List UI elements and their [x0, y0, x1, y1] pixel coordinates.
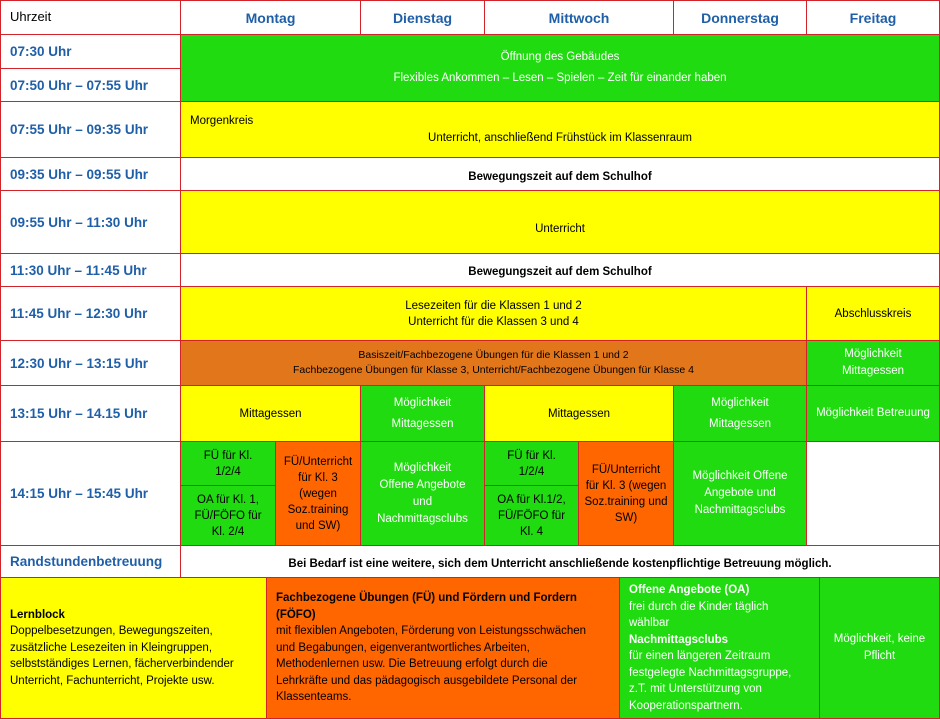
- legend-fue-line-4: Lehrkräfte und das pädagogisch ausgebildete Personal der: [276, 674, 578, 687]
- header-uhrzeit-label: Uhrzeit: [10, 9, 52, 24]
- donnerstag-moeglichkeit-text-1: Möglichkeit: [711, 396, 769, 409]
- dienstag-offene-text-3: und: [412, 495, 433, 508]
- time-1230: 12:30 Uhr – 13:15 Uhr: [0, 340, 181, 386]
- montag-fueu-text-5: und SW): [295, 519, 341, 532]
- legend-oa-line-1: frei durch die Kinder täglich: [629, 600, 769, 613]
- bewegung-block-1: [180, 157, 940, 191]
- montag-fue-text-1: FÜ für Kl.: [203, 449, 253, 462]
- legend-lernblock-line-1: Doppelbesetzungen, Bewegungszeiten,: [10, 625, 213, 638]
- legend-lernblock-line-3: selbstständiges Lernen, fächerverbindender: [10, 658, 234, 671]
- donnerstag-offene-text-2: Angebote und: [704, 487, 776, 499]
- unterricht-fruehstueck-text: Unterricht, anschließend Frühstück im Klassenraum: [428, 132, 692, 144]
- time-1415: 14:15 Uhr – 15:45 Uhr: [0, 441, 181, 546]
- abschlusskreis-text: Abschlusskreis: [834, 307, 912, 320]
- mittwoch-fue-text-1: FÜ für Kl.: [507, 449, 556, 462]
- time-0955: 09:55 Uhr – 11:30 Uhr: [0, 190, 181, 254]
- legend-fachbezogene-uebungen: [266, 577, 620, 719]
- legend-fue-line-1: mit flexiblen Angeboten, Förderung von Leistungsschwächen: [276, 625, 587, 638]
- montag-fue-text-2: 1/2/4: [215, 465, 241, 478]
- dienstag-mittagessen-cell: [360, 385, 485, 442]
- basiszeit-block: [180, 340, 807, 386]
- freitag-moeglichkeit-text-1: Möglichkeit: [844, 348, 902, 360]
- morgenkreis-text: Morgenkreis: [190, 115, 254, 127]
- montag-fueu-text-2: für Kl. 3: [298, 471, 338, 484]
- opening-text-2: Flexibles Ankommen – Lesen – Spielen – Zeit für einander haben: [393, 72, 727, 84]
- donnerstag-offene-angebote-cell: [673, 441, 807, 546]
- donnerstag-moeglichkeit-text-2: Mittagessen: [708, 417, 771, 430]
- legend-moeglichkeit: [819, 577, 940, 719]
- legend-nc-title: Nachmittagsclubs: [629, 633, 729, 646]
- basiszeit-text-2: Fachbezogene Übungen für Klasse 3, Unterricht/Fachbezogene Übungen für Klasse 4: [293, 364, 694, 376]
- legend-fue-line-5: Klassenteams.: [276, 691, 352, 704]
- header-day-dienstag: Dienstag: [360, 0, 485, 35]
- donnerstag-offene-text-1: Möglichkeit Offene: [692, 470, 788, 482]
- freitag-betreuung-cell: [806, 385, 940, 442]
- randstunden-block: [180, 545, 940, 578]
- legend-moeglichkeit-line-2: Pflicht: [863, 650, 896, 662]
- legend-fue-title-2: (FÖFO): [276, 608, 316, 621]
- time-0755: 07:55 Uhr – 09:35 Uhr: [0, 101, 181, 158]
- time-1130: 11:30 Uhr – 11:45 Uhr: [0, 253, 181, 287]
- montag-mittagessen-cell: [180, 385, 361, 442]
- header-day-mittwoch: Mittwoch: [484, 0, 674, 35]
- mittwoch-fue-unterricht-cell: [578, 441, 674, 546]
- montag-fueu-text-1: FÜ/Unterricht: [283, 455, 353, 468]
- legend-nc-line-1: für einen längeren Zeitraum: [629, 650, 771, 662]
- time-0750: 07:50 Uhr – 07:55 Uhr: [0, 68, 181, 102]
- dienstag-offene-text-1: Möglichkeit: [393, 461, 452, 474]
- header-uhrzeit: [0, 0, 181, 35]
- unterricht-text: Unterricht: [535, 223, 585, 235]
- opening-text-1: Öffnung des Gebäudes: [500, 51, 620, 63]
- freitag-nachmittag-empty-cell: [806, 441, 940, 546]
- bewegung-text-2: Bewegungszeit auf dem Schulhof: [468, 266, 652, 278]
- legend-moeglichkeit-line-1: Möglichkeit, keine: [833, 633, 926, 645]
- time-0935: 09:35 Uhr – 09:55 Uhr: [0, 157, 181, 191]
- bewegung-text-1: Bewegungszeit auf dem Schulhof: [468, 171, 652, 183]
- mittwoch-oa-text-2: FÜ/FÖFO für: [497, 509, 566, 522]
- montag-oa-text-1: OA für Kl. 1,: [197, 493, 259, 506]
- legend-lernblock-line-2: zusätzliche Lesezeiten in Kleingruppen,: [10, 641, 213, 654]
- abschlusskreis-cell: [806, 286, 940, 341]
- mittwoch-fueu-text-1: FÜ/Unterricht: [591, 463, 661, 476]
- header-day-freitag: Freitag: [806, 0, 940, 35]
- time-0730: 07:30 Uhr: [0, 34, 181, 69]
- montag-oa-text-2: FÜ/FÖFO für: [194, 509, 262, 522]
- legend-oa-title: Offene Angebote (OA): [629, 584, 750, 596]
- freitag-betreuung-text: Möglichkeit Betreuung: [816, 407, 930, 419]
- montag-oa-text-3: Kl. 2/4: [211, 525, 245, 538]
- mittwoch-fueu-text-3: Soz.training und: [584, 495, 668, 508]
- montag-mittagessen-text: Mittagessen: [239, 407, 302, 420]
- lesezeiten-text-2: Unterricht für die Klassen 3 und 4: [408, 315, 579, 328]
- time-1315: 13:15 Uhr – 14.15 Uhr: [0, 385, 181, 442]
- dienstag-moeglichkeit-text-2: Mittagessen: [391, 417, 454, 430]
- dienstag-offene-angebote-cell: [360, 441, 485, 546]
- mittwoch-fue-text-2: 1/2/4: [518, 465, 545, 478]
- unterricht-block: [180, 190, 940, 254]
- mittwoch-oa-cell: [484, 485, 579, 546]
- header-day-donnerstag: Donnerstag: [673, 0, 807, 35]
- mittwoch-mittagessen-text: Mittagessen: [547, 407, 610, 420]
- time-1145: 11:45 Uhr – 12:30 Uhr: [0, 286, 181, 341]
- morgenkreis-block: [180, 101, 940, 158]
- mittwoch-oa-text-1: OA für Kl.1/2,: [497, 493, 566, 506]
- freitag-moeglichkeit-text-2: Mittagessen: [841, 365, 904, 377]
- legend-nc-line-2: festgelegte Nachmittagsgruppe,: [629, 666, 792, 679]
- freitag-mittagessen-cell: [806, 340, 940, 386]
- basiszeit-text-1: Basiszeit/Fachbezogene Übungen für die Klassen 1 und 2: [358, 349, 629, 361]
- legend-fue-title-1: Fachbezogene Übungen (FÜ) und Fördern und Fordern: [276, 592, 577, 605]
- montag-fueu-text-3: (wegen: [299, 487, 337, 500]
- dienstag-offene-text-2: Offene Angebote: [379, 478, 466, 491]
- dienstag-offene-text-4: Nachmittagsclubs: [377, 512, 468, 525]
- montag-fue-cell: [180, 441, 276, 486]
- opening-block: [180, 34, 940, 102]
- montag-oa-cell: [180, 485, 276, 546]
- legend-lernblock: [0, 577, 267, 719]
- lesezeiten-block: [180, 286, 807, 341]
- legend-offene-angebote: [619, 577, 820, 719]
- donnerstag-mittagessen-cell: [673, 385, 807, 442]
- mittwoch-oa-text-3: Kl. 4: [519, 525, 543, 538]
- mittwoch-fueu-text-2: für Kl. 3 (wegen: [585, 479, 667, 492]
- header-day-montag: Montag: [180, 0, 361, 35]
- donnerstag-offene-text-3: Nachmittagsclubs: [694, 504, 786, 516]
- lesezeiten-text-1: Lesezeiten für die Klassen 1 und 2: [405, 299, 582, 312]
- montag-fue-unterricht-cell: [275, 441, 361, 546]
- legend-fue-line-3: Methodenlernen usw. Die Betreuung erfolgt durch die: [276, 658, 548, 671]
- mittwoch-fueu-text-4: SW): [614, 511, 638, 524]
- dienstag-moeglichkeit-text-1: Möglichkeit: [393, 396, 452, 409]
- randstunden-text: Bei Bedarf ist eine weitere, sich dem Unterricht anschließende kostenpflichtige Betreuung möglich.: [288, 557, 832, 570]
- montag-fueu-text-4: Soz.training: [287, 503, 349, 516]
- legend-nc-line-4: Kooperationspartnern.: [629, 699, 743, 712]
- legend-lernblock-title: Lernblock: [10, 608, 65, 621]
- bewegung-block-2: [180, 253, 940, 287]
- mittwoch-mittagessen-cell: [484, 385, 674, 442]
- time-randstunden: Randstundenbetreuung: [0, 545, 181, 578]
- mittwoch-fue-cell: [484, 441, 579, 486]
- legend-lernblock-line-4: Unterricht, Fachunterricht, Projekte usw.: [10, 674, 215, 687]
- legend-fue-line-2: und Begabungen, eigenverantwortliches Arbeiten,: [276, 641, 530, 654]
- legend-oa-line-2: wählbar: [629, 617, 670, 629]
- legend-nc-line-3: z.T. mit Unterstützung von: [629, 683, 762, 695]
